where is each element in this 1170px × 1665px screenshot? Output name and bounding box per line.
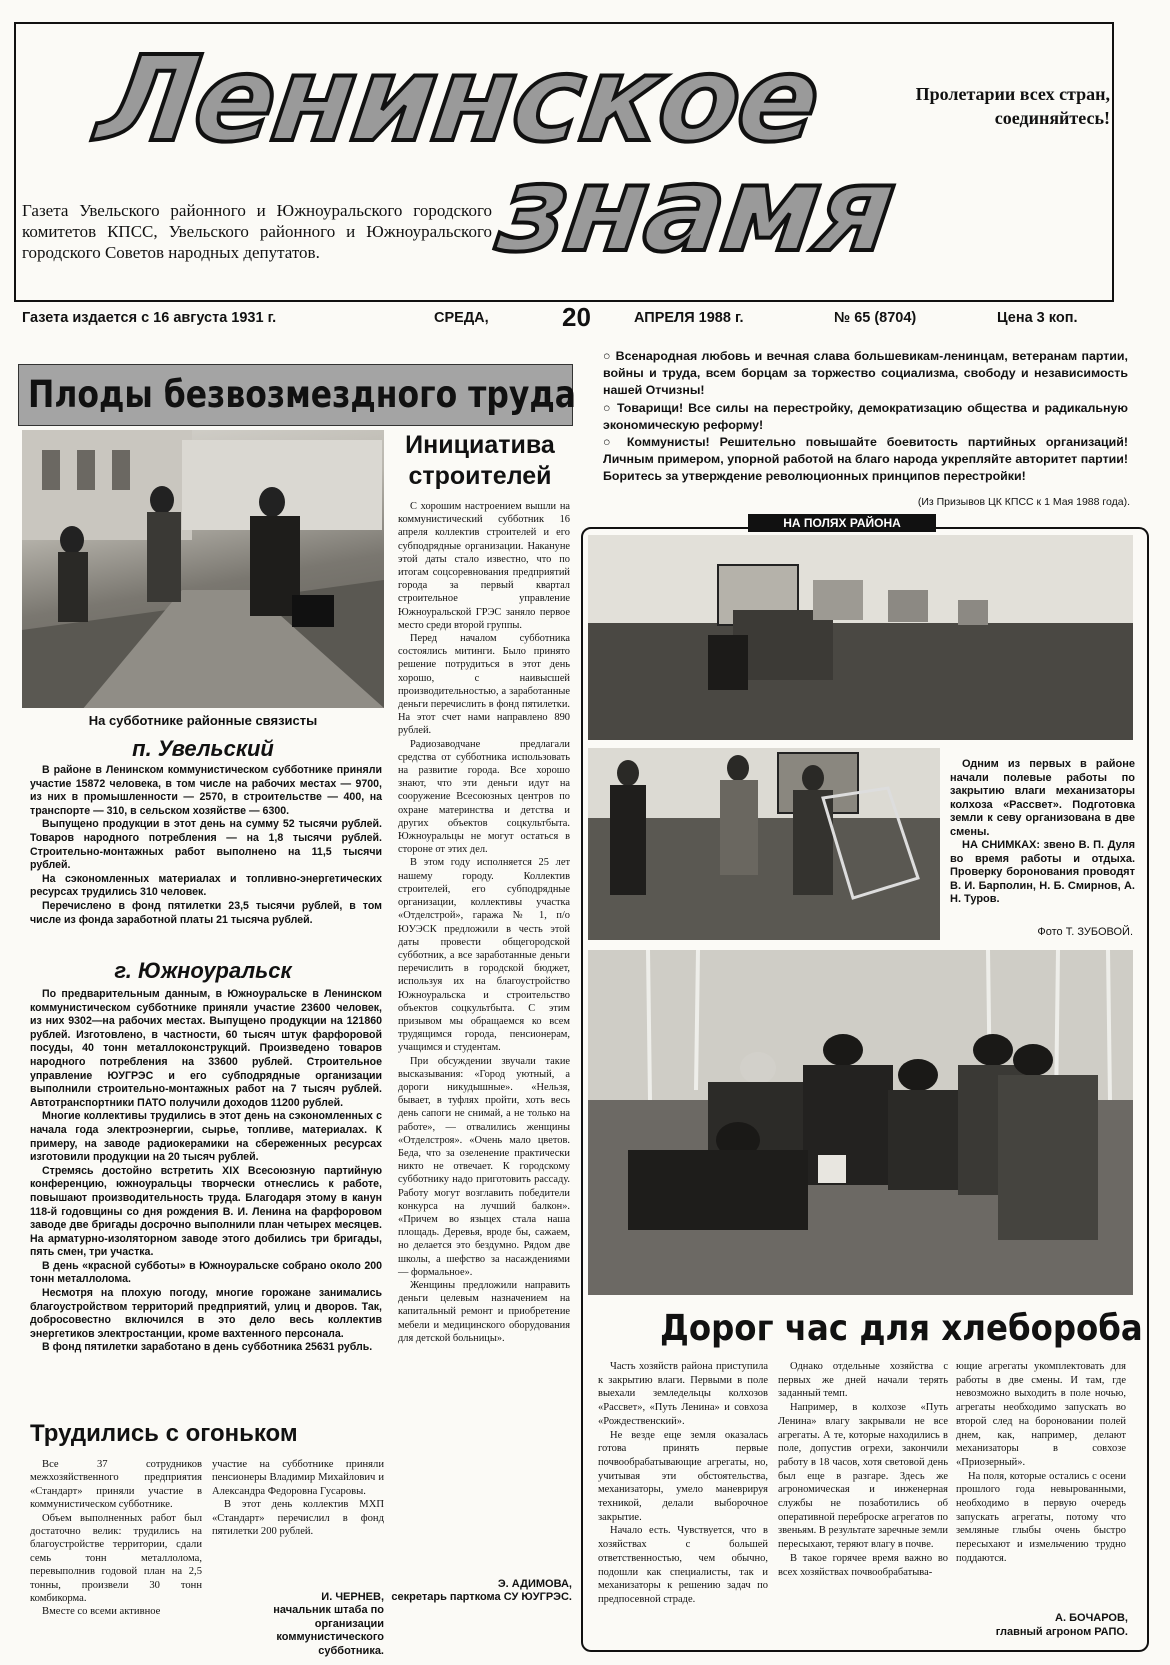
paragraph: ющие агрегаты укомплектовать для работы в две смены. И там, где невозможно выходить в поле ночью, агрегаты необходимо запускать во второй след на бороновании полей днем, как, например, делают механизаторы в совхозе «Приозерный». xyxy=(956,1361,1126,1468)
article-dorog-col3 xyxy=(956,1360,1126,1566)
paragraph: Однако отдельные хозяйства с первых же дней начали терять заданный темп. xyxy=(778,1361,948,1400)
article-initiative xyxy=(398,500,570,1345)
price: Цена 3 коп. xyxy=(997,310,1078,326)
paragraph: В этом году исполняется 25 лет нашему городу. Коллектив строителей, его субподрядные организации, коллективы участка «Отделстрой», гаража № 1, п/о ЮУЭСК предложили в честь этой даты провести общегородской субботник, а все заработанные деньги перечислить в городской бюджет, используя их на благоустройство Южноуральска и строительство объектов соцкультбыта. С этим призывом мы обращаемся ко всем трудящимся города, пенсионерам, учащимся и студентам. xyxy=(398,857,570,1054)
paragraph: Перед началом субботника состоялись митинги. Было принято решение потрудиться в этот день хорошо, с наивысшей производительностью, а заработанные деньги перечислить в фонд пятилетки. На этот счет нами направлено 890 рублей. xyxy=(398,633,570,737)
appeal-item: ○ Коммунисты! Решительно повышайте боевитость партийных организаций! Личным примером, упорной работой на благо народа укрепляйте авторитет партии! Боритесь за утверждение революционных принципов перестройки! xyxy=(603,435,1128,484)
appeals-source: (Из Призывов ЦК КПСС к 1 Мая 1988 года). xyxy=(917,496,1130,508)
paragraph: Многие коллективы трудились в этот день на сэкономленных с начала года электроэнергии, сырье, топливе, материалах. К примеру, на заводе радиокерамики на сбереженных ресурсах изготовили продукции на 20 тысяч рублей. xyxy=(30,1110,382,1164)
paragraph: Вместе со всеми активное xyxy=(42,1606,161,1618)
caption-text: Одним из первых в районе начали полевые работы по закрытию влаги механизаторы колхоза «Рассвет». Подготовка земли к севу организована в две смены. xyxy=(950,758,1135,838)
paragraph: Радиозаводчане предлагали средства от субботника использовать на развитие города. Все хорошо знают, что эти деньги идут на сооружение Всесоюзных центров по охране материнства и детства и других объектов соцкультбыта. Южноуральцы не могут остаться в стороне от этих дел. xyxy=(398,738,570,856)
newspaper-title-line1: Ленинское xyxy=(90,30,827,168)
paragraph: Например, в колхозе «Путь Ленина» влагу закрывали не все агрегаты. А те, которые находились в поле, допустив огрехи, закончили работу в 18 часов, хотя световой день был еще в разгаре. Здесь же агрономическая и инженерная службы не позаботились об оперативной переброске агрегатов по звеньям. В результате заречные земли пересыхают, теряют влагу в почве. xyxy=(778,1402,948,1551)
signature-initiative xyxy=(390,1578,572,1605)
signature-trudilis xyxy=(212,1591,384,1658)
signature-role: главный агроном РАПО. xyxy=(995,1625,1128,1638)
appeals xyxy=(603,348,1128,486)
month-year: АПРЕЛЯ 1988 г. xyxy=(634,310,744,326)
photo-crew xyxy=(588,748,940,940)
photo-caption: На субботнике районные связисты xyxy=(88,713,318,728)
signature-name: А. БОЧАРОВ, xyxy=(1055,1612,1128,1624)
paragraph: Стремясь достойно встретить XIX Всесоюзную партийную конференцию, южноуральцы творчески отнеслись к работе, повышают производительность труда. Благодаря этому в канун 118-й годовщины со дня рождения В. И. Ленина на фарфоровом заводе две бригады досрочно выполнили план четырех месяцев. На арматурно-изоляторном заводе этого добились три бригады, пять смен, три участка. xyxy=(30,1164,382,1259)
headline-plody: Плоды безвозмездного труда xyxy=(28,373,576,416)
article-dorog-col2 xyxy=(778,1360,948,1579)
paragraph: Часть хозяйств района приступила к закрытию влаги. Первыми в поле выехали земледельцы колхозов «Рассвет», «Путь Ленина» и совхоза «Рождественский». xyxy=(598,1361,768,1427)
paragraph: Начало есть. Чувствуется, что в хозяйствах с большей ответственностью, чем обычно, подошли как специалисты, так и механизаторы к решению задач по предпосевной страде. xyxy=(598,1525,768,1605)
paragraph: Женщины предложили направить деньги целевым назначением на капитальный ремонт и приобретение мебели и медицинского оборудования для детской больницы». xyxy=(398,1279,570,1344)
paragraph: На поля, которые остались с осени прошлого года невырованными, необходимо в первую очередь запускать агрегаты, потому что земляные глыбы очень быстро пересыхают и измельчению трудно поддаются. xyxy=(956,1470,1126,1564)
section-label: НА ПОЛЯХ РАЙОНА xyxy=(748,514,936,532)
paragraph: Перечислено в фонд пятилетки 23,5 тысячи рублей, в том числе из фонда заработной платы 21 тысяча рублей. xyxy=(30,899,382,926)
paragraph: Выпущено продукции в этот день на сумму 52 тысячи рублей. Товаров народного потребления — на 1,8 тысячи рублей. Строительно-монтажных работ выполнено на 11,5 тысячи рублей. xyxy=(30,818,382,872)
headline-initiative: Инициатива строителей xyxy=(405,431,555,490)
headline-dorog: Дорог час для хлебороба xyxy=(660,1308,1143,1349)
signature-role: секретарь парткома СУ ЮУГРЭС. xyxy=(391,1591,572,1604)
photo-caption-field xyxy=(950,758,1135,907)
paragraph: В день «красной субботы» в Южноуральске собрано около 200 тонн металлолома. xyxy=(30,1259,382,1286)
paragraph: Несмотря на плохую погоду, многие горожане занимались благоустройством территорий предприятий, улиц и дворов. Так, добросовестно включился в это дело весь коллектив энергетиков электростанции, кроме вахтенного персонала. xyxy=(30,1287,382,1340)
paragraph: По предварительным данным, в Южноуральске в Ленинском коммунистическом субботнике приняли участие 23600 человек, из них 9302—на рабочих местах. Выпущено продукции на 121860 рублей. Изготовлено, в частности, 60 тысяч штук фарфоровой посуды, 40 тонн металлоконструкций. Произведено товаров народного потребления на 33600 рублей. Строительное управление ЮУГРЭС и его субподрядные организации выполнили строительно-монтажных работ на 7 тысяч рублей. Автотранспортники ПАТО получили доходов 11200 рублей. xyxy=(30,988,382,1109)
paragraph: В этот день коллектив МХП «Стандарт» перечислил в фонд пятилетки 200 рублей. xyxy=(212,1499,384,1538)
signature-name: И. ЧЕРНЕВ, xyxy=(321,1591,384,1603)
signature-role: начальник штаба по организации коммунистического субботника. xyxy=(273,1604,384,1657)
paragraph: В такое горячее время важно во всех хозяйствах почвообрабатыва- xyxy=(778,1552,948,1578)
publisher-line: Газета Увельского районного и Южноуральского городского комитетов КПСС, Увельского районного и Южноуральского городского Советов народных депутатов. xyxy=(22,201,492,262)
signature-dorog xyxy=(956,1612,1128,1639)
newspaper-title-line2: знамя xyxy=(490,140,902,278)
paragraph: Все 37 сотрудников межхозяйственного предприятия «Стандарт» приняли участие в коммунистическом субботнике. xyxy=(30,1459,202,1511)
weekday: СРЕДА, xyxy=(434,310,489,326)
paragraph: Не везде еще земля оказалась готова принять первые почвообрабатывающие агрегаты, но, учитывая эти обстоятельства, механизаторы, умело маневрируя техникой, делали выборочное закрытие. xyxy=(598,1429,768,1523)
caption-photos: НА СНИМКАХ: звено В. П. Дуля во время работы и отдыха. Проверку боронования проводят В. И. Барполин, Н. Б. Смирнов, А. Н. Туров. xyxy=(950,839,1135,905)
appeal-item: ○ Товарищи! Все силы на перестройку, демократизацию общества и радикальную экономическую реформу! xyxy=(603,400,1128,432)
paragraph: Объем выполненных работ был достаточно велик: трудились на благоустройстве территории, сдали семь тонн металлолома, перевыполнив годовой план на 2,5 тонны, произвели 30 тонн комбикорма. xyxy=(30,1512,202,1605)
photo-svyazisty xyxy=(22,430,384,708)
article-uvelsky xyxy=(30,764,382,927)
signature-name: Э. АДИМОВА, xyxy=(497,1578,572,1590)
appeal-item: ○ Всенародная любовь и вечная слава большевикам-ленинцам, ветеранам партии, войны и труда, всем борцам за торжество социализма, свободу и независимость нашей Отчизны! xyxy=(603,349,1128,398)
article-trudilis-col2 xyxy=(212,1458,384,1538)
issue-info-bar xyxy=(22,302,1107,332)
paragraph: При обсуждении звучали такие высказывания: «Город уютный, а дороги никудышные». «Нельзя, бывает, в туфлях пройти, хоть весь день сапоги не снимай, а не только на работе», — отвалились женщины «Отделстроя». «Очень мало цветов. Беда, что за озеленение практически никто не отвечает. К городскому субботнику надо приготовить рассаду. Работу могут возглавить победители конкурса на лучший балкон». «Причем во языцех стала наша площадь. Деревья, вроде бы, сажаем, но делается это бездумно. Рядом две школы, а шефство за насаждениями — формальное». xyxy=(398,1055,570,1278)
slogan: Пролетарии всех стран, соединяйтесь! xyxy=(915,84,1110,128)
issue-number: № 65 (8704) xyxy=(834,310,917,326)
section-heading-uvelsky: п. Увельский xyxy=(132,736,274,761)
paragraph: В фонд пятилетки заработано в день субботника 25631 рубль. xyxy=(42,1341,373,1354)
photo-credit: Фото Т. ЗУБОВОЙ. xyxy=(1037,926,1133,938)
photo-tractors xyxy=(588,535,1133,740)
article-dorog-col1 xyxy=(598,1360,768,1607)
paragraph: С хорошим настроением вышли на коммунистический субботник 16 апреля коллектив строителей и его субподрядные организации. Накануне этой даты стало известно, что по итогам соцсоревнования предприятий города за первый квартал строительное управление Южноуральской ГРЭС заняло первое место среди второй группы. xyxy=(398,501,570,631)
paragraph: В районе в Ленинском коммунистическом субботнике приняли участие 15872 человека, в том числе на рабочих местах — 9700, из них в промышленности — 2570, в строительстве — 400, на транспорте — 310, в сельском хозяйстве — 6300. xyxy=(30,764,382,817)
headline-trudilis: Трудились с огоньком xyxy=(30,1420,298,1447)
photo-rest xyxy=(588,950,1133,1295)
since-date: Газета издается с 16 августа 1931 г. xyxy=(22,310,277,326)
paragraph: На сэкономленных материалах и топливно-энергетических ресурсах трудились 310 человек. xyxy=(30,872,382,899)
section-heading-yuzhnouralsk: г. Южноуральск xyxy=(114,958,292,983)
article-yuzhnouralsk xyxy=(30,988,382,1355)
paragraph: участие на субботнике приняли пенсионеры Владимир Михайлович и Александра Федоровна Гусаровы. xyxy=(212,1459,384,1497)
issue-day: 20 xyxy=(562,302,591,332)
article-trudilis-col1 xyxy=(30,1458,202,1619)
